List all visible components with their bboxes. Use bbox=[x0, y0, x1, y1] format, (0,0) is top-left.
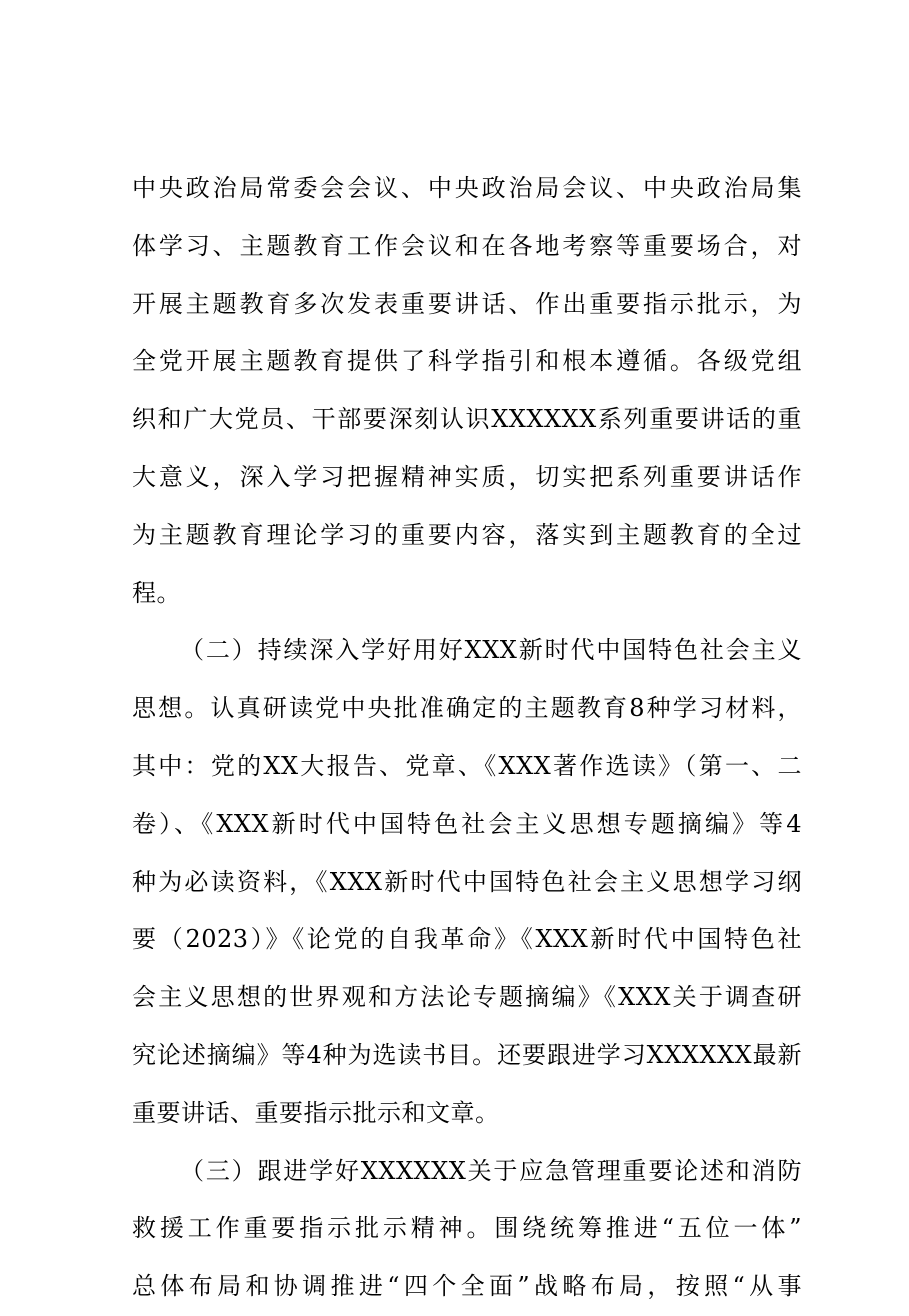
text-line: 要（2023）》《论党的自我革命》《XXX新时代中国特色社 bbox=[132, 925, 802, 954]
text-line: 救援工作重要指示批示精神。围绕统筹推进“五位一体” bbox=[132, 1214, 802, 1243]
text-line: 大意义，深入学习把握精神实质，切实把系列重要讲话作 bbox=[132, 462, 802, 491]
text-line: 思想。认真研读党中央批准确定的主题教育8种学习材料， bbox=[132, 694, 802, 723]
text-line: 种为必读资料，《XXX新时代中国特色社会主义思想学习纲 bbox=[132, 867, 802, 896]
section-heading-line: （三）跟进学好XXXXXX关于应急管理重要论述和消防 bbox=[180, 1156, 802, 1185]
paragraph-1 bbox=[132, 160, 802, 622]
paragraph-3 bbox=[132, 1143, 802, 1316]
text-line: 为主题教育理论学习的重要内容，落实到主题教育的全过 bbox=[132, 520, 802, 549]
paragraph-2 bbox=[132, 622, 802, 1142]
text-line: 总体布局和协调推进“四个全面”战略布局，按照“从事 bbox=[132, 1272, 802, 1301]
text-line: 中央政治局常委会会议、中央政治局会议、中央政治局集 bbox=[132, 174, 802, 202]
text-line: 究论述摘编》等4种为选读书目。还要跟进学习XXXXXX最新 bbox=[132, 1040, 802, 1069]
text-line: 卷）、《XXX新时代中国特色社会主义思想专题摘编》等4 bbox=[132, 809, 802, 838]
text-line: 会主义思想的世界观和方法论专题摘编》《XXX关于调查研 bbox=[132, 983, 802, 1012]
text-line: 全党开展主题教育提供了科学指引和根本遵循。各级党组 bbox=[132, 347, 802, 376]
text-line: 织和广大党员、干部要深刻认识XXXXXX系列重要讲话的重 bbox=[132, 405, 802, 434]
text-line: 重要讲话、重要指示批示和文章。 bbox=[132, 1098, 500, 1127]
text-line: 体学习、主题教育工作会议和在各地考察等重要场合，对 bbox=[132, 231, 802, 260]
text-line: 开展主题教育多次发表重要讲话、作出重要指示批示，为 bbox=[132, 289, 802, 318]
text-line: 程。 bbox=[132, 578, 181, 607]
text-line: 其中：党的XX大报告、党章、《XXX著作选读》（第一、二 bbox=[132, 751, 802, 780]
section-heading-line: （二）持续深入学好用好XXX新时代中国特色社会主义 bbox=[180, 636, 802, 665]
body-text bbox=[132, 160, 802, 1316]
